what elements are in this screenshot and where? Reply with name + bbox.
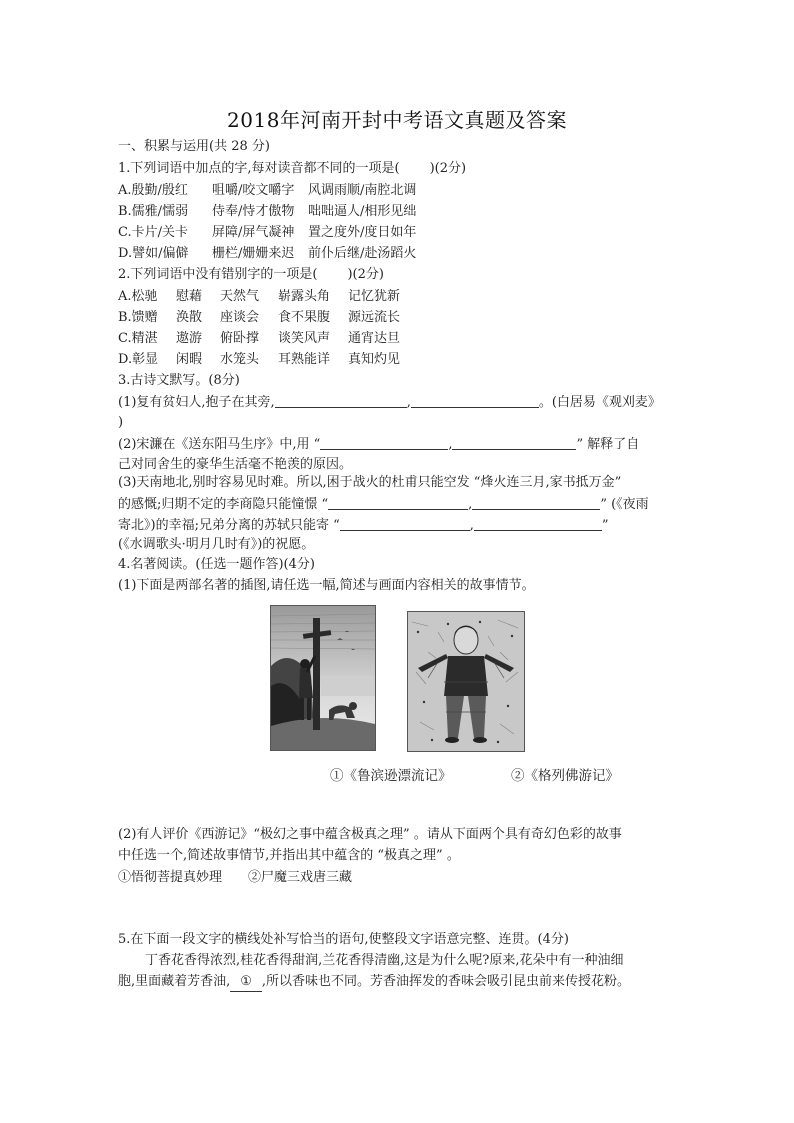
question-4-choices <box>118 869 352 887</box>
option-word: 水笼头 <box>220 352 260 367</box>
option-word: 屏障/屏气凝神 <box>212 225 295 240</box>
option-word: C.精湛 <box>118 331 158 346</box>
story-choice-2: ②尸魔三戏唐三藏 <box>248 870 353 885</box>
question-3-line-1-close: ) <box>118 415 124 430</box>
option-word: 食不果腹 <box>278 310 331 325</box>
question-5-line-2 <box>118 973 630 992</box>
gullivers-travels-illustration <box>407 611 525 752</box>
option-word: 源远流长 <box>348 310 401 325</box>
text-segment: (1)复有贫妇人,抱子在其旁, <box>118 395 275 410</box>
question-1-option-c <box>118 224 416 242</box>
question-4-part-2: (2)有人评价《西游记》“极幻之事中蕴含极真之理” 。请从下面两个具有奇幻色彩的故事 <box>118 827 622 842</box>
question-1-stem-b: )(2分) <box>429 161 467 176</box>
option-word: 侍奉/恃才傲物 <box>212 204 295 219</box>
option-word: 慰藉 <box>176 289 203 304</box>
option-word: A.松驰 <box>118 289 158 304</box>
text-segment: 胞,里面藏着芳香油, <box>118 974 231 989</box>
document-title: 2018年河南开封中考语文真题及答案 <box>227 108 567 132</box>
option-word: 置之度外/度日如年 <box>308 225 417 240</box>
option-word: B.馈赠 <box>118 310 158 325</box>
option-word: 遨游 <box>176 331 203 346</box>
question-3-line-3d: (《水调歌头·明月几时有》)的祝愿。 <box>118 537 315 552</box>
illustration-caption-1: ①《鲁滨逊漂流记》 <box>330 768 452 784</box>
option-word: 谈笑风声 <box>278 331 331 346</box>
question-3-line-2b: 己对同舍生的豪华生活毫不艳羡的原因。 <box>118 457 353 472</box>
question-1-stem-a: 1.下列词语中加点的字,每对读音都不同的一项是( <box>118 161 400 176</box>
option-word: 风调雨顺/南腔北调 <box>308 183 417 198</box>
robinson-crusoe-engraving <box>271 606 375 750</box>
option-word: 座谈会 <box>220 310 260 325</box>
text-segment: 。(白居易《观刈麦》 <box>538 395 661 410</box>
text-segment: 寄北》)的幸福;兄弟分离的苏轼只能寄 “ <box>118 518 340 533</box>
option-word: 耳熟能详 <box>278 352 331 367</box>
illustration-caption-2: ②《格列佛游记》 <box>511 768 619 784</box>
question-5-stem: 5.在下面一段文字的横线处补写恰当的语句,使整段文字语意完整、连贯。(4分) <box>118 932 569 947</box>
answer-blank[interactable] <box>411 394 539 408</box>
question-4-part-1: (1)下面是两部名著的插图,请任选一幅,简述与画面内容相关的故事情节。 <box>118 578 535 593</box>
answer-blank[interactable] <box>320 436 448 450</box>
question-1-option-a <box>118 182 416 200</box>
question-5-line-1: 丁香花香得浓烈,桂花香得甜润,兰花香得清幽,这是为什么呢?原来,花朵中有一种油细 <box>145 953 624 968</box>
option-word: 栅栏/姗姗来迟 <box>212 246 295 261</box>
text-segment: ,所以香味也不同。芳香油挥发的香味会吸引昆虫前来传授花粉。 <box>261 974 631 989</box>
option-word: 记忆犹新 <box>348 289 401 304</box>
option-word: D.彰显 <box>118 352 159 367</box>
question-2-stem <box>118 266 384 284</box>
option-word: 通宵达旦 <box>348 331 401 346</box>
text-segment: , <box>448 437 453 452</box>
option-word: 崭露头角 <box>278 289 331 304</box>
option-word: D.譬如/偏僻 <box>118 246 189 261</box>
option-word: 咄咄逼人/相形见绌 <box>308 204 417 219</box>
question-4-part-2b: 中任选一个,简述故事情节,并指出其中蕴含的 “极真之理” 。 <box>118 848 460 863</box>
option-word: 真知灼见 <box>348 352 401 367</box>
text-segment: (2)宋濂在《送东阳马生序》中,用 “ <box>118 437 321 452</box>
question-2-option-c <box>118 330 400 348</box>
question-3-line-3c <box>118 517 609 535</box>
option-word: 咀嚼/咬文嚼字 <box>212 183 295 198</box>
question-3-line-3: (3)天南地北,别时容易见时难。所以,困于战火的杜甫只能空发 “烽火连三月,家书抵万金” <box>118 475 622 490</box>
text-segment: ” 解释了自 <box>576 437 640 452</box>
option-word: 涣散 <box>176 310 203 325</box>
text-segment: , <box>406 395 411 410</box>
answer-blank[interactable] <box>275 394 407 408</box>
option-word: 俯卧撑 <box>220 331 260 346</box>
question-1-option-b <box>118 203 416 221</box>
question-1-option-d <box>118 245 416 263</box>
option-word: C.卡片/关卡 <box>118 225 188 240</box>
text-segment: , <box>469 518 474 533</box>
answer-blank[interactable] <box>474 517 602 531</box>
option-word: 闲暇 <box>176 352 203 367</box>
answer-blank[interactable] <box>472 496 600 510</box>
option-word: A.殷勤/殷红 <box>118 183 188 198</box>
gulliver-pinned-figure <box>408 612 524 751</box>
answer-blank-1[interactable]: ① <box>230 973 262 992</box>
text-segment: , <box>468 497 473 512</box>
question-4-stem: 4.名著阅读。(任选一题作答)(4分) <box>118 557 315 572</box>
answer-blank[interactable] <box>340 517 470 531</box>
question-3-stem: 3.古诗文默写。(8分) <box>118 373 240 388</box>
text-segment: ” <box>601 518 609 533</box>
question-3-line-2 <box>118 436 639 454</box>
story-choice-1: ①悟彻菩提真妙理 <box>118 870 223 885</box>
question-2-option-a <box>118 288 400 306</box>
text-segment: 的感慨;归期不定的李商隐只能憧憬 “ <box>118 497 329 512</box>
question-1-stem <box>118 160 466 178</box>
robinson-crusoe-illustration <box>270 605 376 751</box>
question-2-stem-a: 2.下列词语中没有错别字的一项是( <box>118 267 318 282</box>
option-word: 天然气 <box>220 289 260 304</box>
question-3-line-1 <box>118 394 661 412</box>
answer-blank[interactable] <box>328 496 468 510</box>
question-2-stem-b: )(2分) <box>347 267 384 282</box>
text-segment: ” (《夜雨 <box>600 497 649 512</box>
question-2-option-d <box>118 351 400 369</box>
question-2-option-b <box>118 309 400 327</box>
answer-blank[interactable] <box>452 436 576 450</box>
option-word: 前仆后继/赴汤蹈火 <box>308 246 417 261</box>
question-3-line-3b <box>118 496 649 514</box>
section-heading: 一、积累与运用(共 28 分) <box>118 139 270 154</box>
option-word: B.儒雅/懦弱 <box>118 204 189 219</box>
